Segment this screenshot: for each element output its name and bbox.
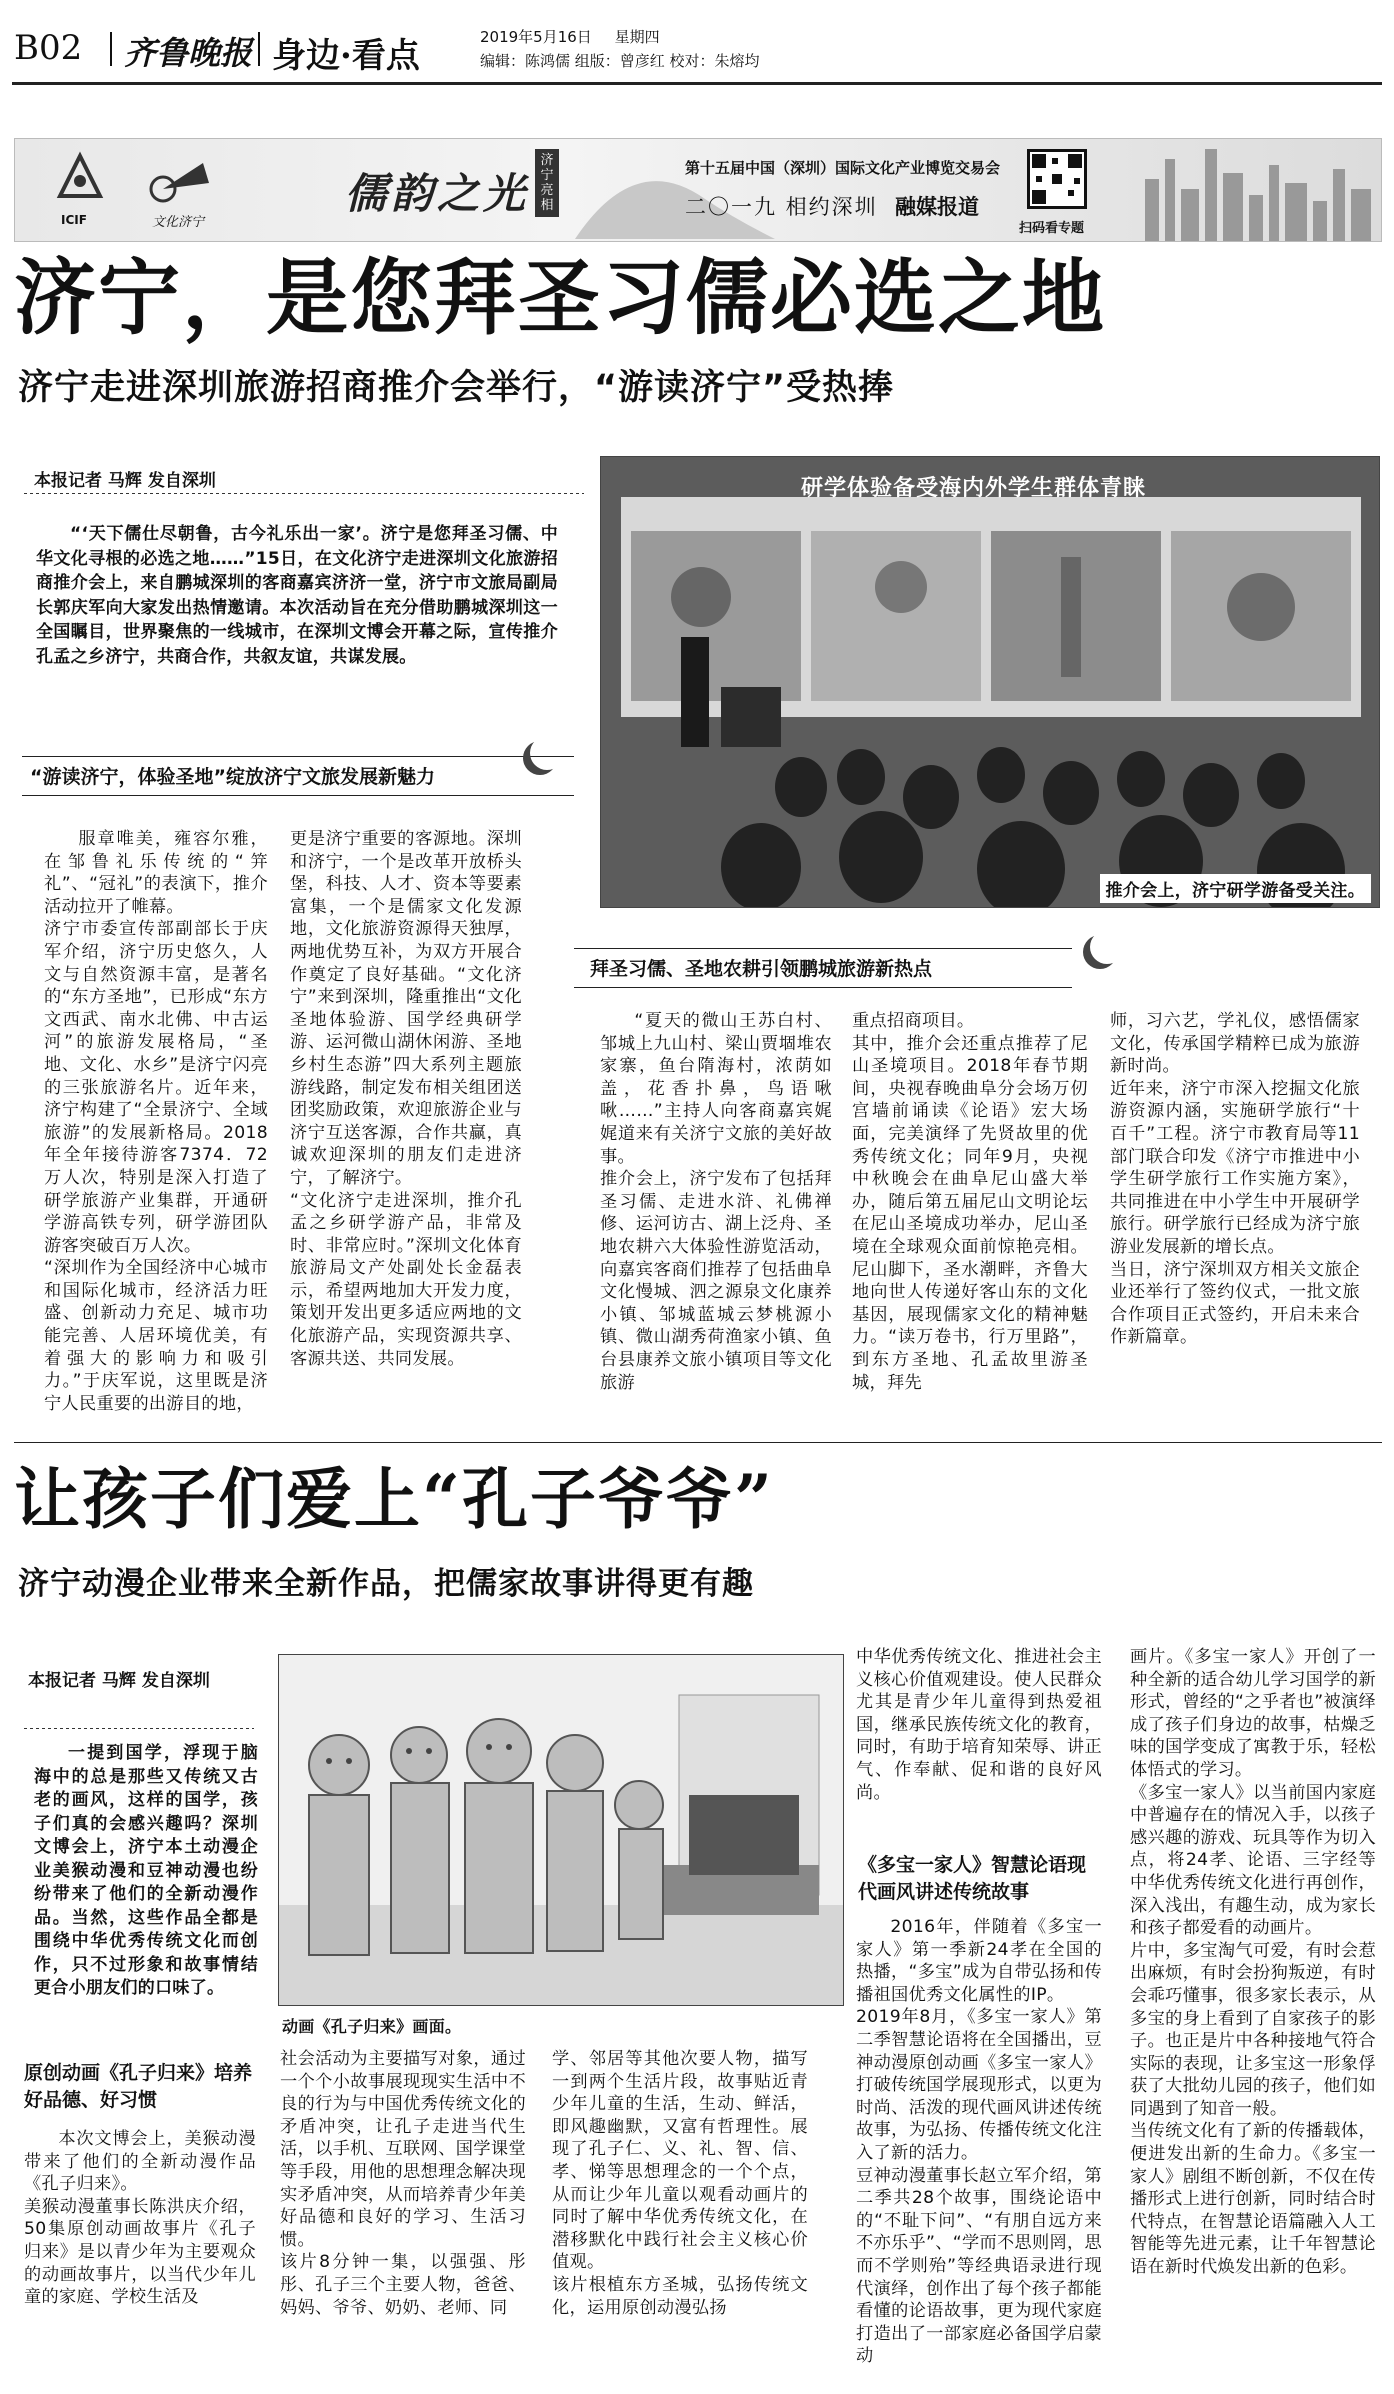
article2-subheadline: 济宁动漫企业带来全新作品，把儒家故事讲得更有趣: [18, 1566, 754, 1602]
article2-col2: [280, 2048, 526, 2319]
section-name: 身边·看点: [272, 36, 420, 76]
icif-text: ICIF: [61, 213, 87, 227]
icif-logo: [55, 151, 105, 211]
article2-col1: [24, 2128, 256, 2309]
cartoon-illustration: [279, 1655, 844, 2006]
a2c5-text: 画片。《多宝一家人》开创了一种全新的适合幼儿学习国学的新形式，曾经的“之乎者也”被演绎成了孩子们身边的故事，枯燥乏味的国学变成了寓教于乐，轻松体悟式的学习。 《多宝一家人》以当前国内家庭中普遍存在的情况入手，以孩子感兴趣的游戏、玩具等作为切入点，将24孝、论语、三字经等中华优秀传统文化进行再创作，深入浅出，有趣生动，成为家长和孩子都爱看的动画片。 片中，多宝淘气可爱，有时会惹出麻烦，有时会扮狗叛逆，有时会乖巧懂事，很多家长表示，从多宝的身上看到了自家孩子的影子。也正是片中各种接地气符合实际的表现，让多宝这一形象俘获了大批幼儿园的孩子，他们如同遇到了知音一般。 当传统文化有了新的传播载体，便进发出新的生命力。《多宝一家人》剧组不断创新，不仅在传播形式上进行创新，同时结合时代特点，在智慧论语篇融入人工智能等先进元素，让千年智慧论语在新时代焕发出新的色彩。: [1130, 1647, 1376, 2278]
byline-rule: [24, 493, 584, 494]
lead-paragraph: “‘天下儒仕尽朝鲁，古今礼乐出一家’。济宁是您拜圣习儒、中华文化寻根的必选之地……”15日，在文化济宁走进深圳文化旅游招商推介会上，来自鹏城深圳的客商嘉宾济济一堂，济宁市文旅局副局长郭庆军向大家发出热情邀请。本次活动旨在充分借助鹏城深圳这一全国瞩目，世界聚焦的一线城市，在深圳文博会开幕之际，宣传推介孔孟之乡济宁，共商合作，共叙友谊，共谋发展。: [36, 524, 558, 667]
a2c2-text: 社会活动为主要描写对象，通过一个个小故事展现现实生活中不良的行为与中国优秀传统文化的矛盾冲突，让孔子走进当代生活，以手机、互联网、国学课堂等手段，用他的思想理念解决现实矛盾冲突，从而培养青少年美好品德和良好的学习、生活习惯。 该片8分钟一集，以强强、彤彤、孔子三个主要人物，爸爸、妈妈、爷爷、奶奶、老师、同: [280, 2049, 526, 2318]
article1-s1-col2: [290, 828, 522, 1370]
conference-photo-graphic: [601, 457, 1380, 908]
article1-lead: [36, 522, 558, 669]
article1-s2-col1: [600, 1010, 832, 1394]
article1-photo: [600, 456, 1380, 908]
masthead-rule: [12, 82, 1382, 85]
byline-rule-2: [24, 1728, 254, 1729]
section1-title-box: [22, 756, 574, 796]
lead2-paragraph: 一提到国学，浮现于脑海中的总是那些又传统又古老的画风，这样的国学，孩子们真的会感兴趣吗？深圳文博会上，济宁本土动漫企业美猴动漫和豆神动漫也纷纷带来了他们的全新动漫作品。当然，这些作品全都是围绕中华优秀传统文化而创作，只不过形象和故事情结更合小朋友们的口味了。: [34, 1743, 258, 1998]
article-separator: [14, 1442, 1382, 1443]
article1-subheadline: 济宁走进深圳旅游招商推介会举行，“游读济宁”受热捧: [18, 368, 895, 408]
expo-banner: [14, 138, 1382, 242]
a2c4b-text: 2016年，伴随着《多宝一家人》第一季新24孝在全国的热播，“多宝”成为自带弘扬和传播祖国优秀文化属性的IP。 2019年8月，《多宝一家人》第二季智慧论语将在全国播出，豆神动漫原创动画《多宝一家人》打破传统国学展现形式，以更为时尚、活泼的现代画风讲述传统故事，为弘扬、传播传统文化注入了新的活力。 豆神动漫董事长赵立军介绍，第二季共28个故事，围绕论语中的“不耻下问”、“有朋自远方来不亦乐乎”、“学而不思则罔，思而不学则殆”等经典语录进行现代演绎，创作出了每个孩子都能看懂的论语故事，更为现代家庭打造出了一部家庭必备国学启蒙动: [856, 1917, 1102, 2367]
s1c1-text: 服章唯美，雍容尔雅，在邹鲁礼乐传统的“笄礼”、“冠礼”的表演下，推介活动拉开了帷幕。 济宁市委宣传部副部长于庆军介绍，济宁历史悠久，人文与自然资源丰富，是著名的“东方圣地”，已形成“东方文西武、南水北佛、中古运河”的旅游发展格局，“圣地、文化、水乡”是济宁闪亮的三张旅游名片。近年来，济宁构建了“全景济宁、全域旅游”的发展新格局。2018年全年接待游客7374．72万人次，特别是深入打造了研学旅游产业集群，开通研学游高铁专列，研学游团队游客突破百万人次。 “深圳作为全国经济中心城市和国际化城市，经济活力旺盛、创新动力充足、城市功能完善、人居环境优美，有着强大的影响力和吸引力。”于庆军说，这里既是济宁人民重要的出游目的地，: [44, 829, 268, 1414]
article2-lead: [34, 1742, 258, 2001]
qr-caption: 扫码看专题: [1019, 221, 1085, 236]
section1-title: “游读济宁，体验圣地”绽放济宁文旅发展新魅力: [30, 766, 435, 788]
newspaper-logo: 齐鲁晚报: [124, 34, 253, 72]
a2c3-text: 学、邻居等其他次要人物，描写一到两个生活片段，故事贴近青少年儿童的生活，生动、鲜活，即风趣幽默，又富有哲理性。展现了孔子仁、义、礼、智、信、孝、悌等思想理念的一个个点，从而让少年儿童以观看动画片的同时了解中华优秀传统文化，在潜移默化中践行社会主义核心价值观。 该片根植东方圣城，弘扬传统文化，运用原创动漫弘扬: [552, 2049, 808, 2318]
byline-text: 本报记者 马辉 发自深圳: [34, 471, 216, 491]
expo-title: 第十五届中国（深圳）国际文化产业博览交易会: [685, 159, 1001, 177]
article2-sub2-title: 《多宝一家人》智慧论语现代画风讲述传统故事: [858, 1854, 1087, 1903]
article1-s2-col2: [852, 1010, 1088, 1394]
s2c2-text: 重点招商项目。 其中，推介会还重点推荐了尼山圣境项目。2018年春节期间，央视春晚曲阜分会场万仞宫墙前诵读《论语》宏大场面，完美演绎了先贤故里的优秀传统文化；同年9月，央视中秋晚会在曲阜尼山盛大举办，随后第五届尼山文明论坛在尼山圣境成功举办，尼山圣境在全球观众面前惊艳亮相。尼山脚下，圣水潮畔，齐鲁大地向世人传递好客山东的文化基因，展现儒家文化的精神魅力。“读万卷书，行万里路”，到东方圣地、孔孟故里游圣城，拜先: [852, 1011, 1088, 1393]
expo-subtitle: 二〇一九 相约深圳: [685, 195, 878, 219]
culture-jining-text: 文化济宁: [151, 215, 204, 230]
page-number: B02: [14, 28, 83, 68]
masthead-divider: [110, 32, 112, 66]
article2-headline: 让孩子们爱上“孔子爷爷”: [14, 1460, 774, 1538]
article1-byline: [34, 466, 284, 491]
article1-photo-caption: 推介会上，济宁研学游备受关注。: [1100, 874, 1372, 903]
weekday: 星期四: [614, 28, 660, 46]
chariot-icon: [143, 153, 213, 203]
banner-slogan: 儒韵之光: [345, 169, 530, 218]
article2-sub1-title: 原创动画《孔子归来》培养好品德、好习惯: [24, 2062, 253, 2111]
s1c2-text: 更是济宁重要的客源地。深圳和济宁，一个是改革开放桥头堡，科技、人才、资本等要素富集，一个是儒家文化发源地，文化旅游资源得天独厚，两地优势互补，为双方开展合作奠定了良好基础。“文化济宁”来到深圳，隆重推出“文化圣地体验游、国学经典研学游、运河微山湖休闲游、圣地乡村生态游”四大系列主题旅游线路，制定发布相关组团送团奖励政策，欢迎旅游企业与济宁互送客源，合作共赢，真诚欢迎深圳的朋友们走进济宁，了解济宁。 “文化济宁走进深圳，推介孔孟之乡研学游产品，非常及时、非常应时。”深圳文化体育旅游局文产处副处长金磊表示，希望两地加大开发力度，策划开发出更多适应两地的文化旅游产品，实现资源共享、客源共送、共同发展。: [290, 829, 522, 1369]
icif-logo-icon: [55, 151, 105, 211]
banner-vertical-tag: 济宁亮相: [535, 149, 559, 217]
screen-headline: 研学体验备受海内外学生群体青睐: [801, 476, 1147, 501]
editor-credits: 编辑：陈鸿儒 组版：曾彦红 校对：朱熔均: [480, 52, 760, 70]
moon-ornament-icon-2: [1090, 930, 1124, 964]
issue-date: [480, 26, 660, 47]
s2c1-text: “夏天的微山王苏白村、邹城上九山村、梁山贾堌堆农家寨，鱼台隋海村，浓荫如盖，花香扑鼻，鸟语啾啾……”主持人向客商嘉宾娓娓道来有关济宁文旅的美好故事。 推介会上，济宁发布了包括拜圣习儒、走进水浒、礼佛禅修、运河访古、湖上泛舟、圣地农耕六大体验性游览活动，向嘉宾客商们推荐了包括曲阜文化慢城、泗之源泉文化康养小镇、邹城蓝城云梦桃源小镇、微山湖秀荷渔家小镇、鱼台县康养文旅小镇项目等文化旅游: [600, 1011, 832, 1393]
article2-cartoon: [278, 1654, 844, 2006]
section2-title-box: [574, 948, 1072, 988]
article2-byline: 本报记者 马辉 发自深圳: [28, 1671, 210, 1691]
article2-col4b: [856, 1916, 1102, 2368]
qr-code[interactable]: [1027, 149, 1087, 209]
article1-s1-col1: [44, 828, 268, 1415]
masthead-divider-2: [258, 32, 260, 66]
a2c4-text: 中华优秀传统文化、推进社会主义核心价值观建设。使人民群众尤其是青少年儿童得到热爱祖国，继承民族传统文化的教育，同时，有助于培育知荣辱、讲正气、作奉献、促和谐的良好风尚。: [856, 1647, 1102, 1803]
expo-tag: 融媒报道: [895, 194, 979, 219]
article2-col4: [856, 1646, 1102, 1804]
article2-col3: [552, 2048, 808, 2319]
culture-jining-logo: [133, 153, 223, 233]
article1-headline: 济宁，是您拜圣习儒必选之地: [14, 250, 1107, 346]
article1-s2-col3: [1110, 1010, 1360, 1349]
a2c1-text: 本次文博会上，美猴动漫带来了他们的全新动漫作品《孔子归来》。 美猴动漫董事长陈洪庆介绍，50集原创动画故事片《孔子归来》是以青少年为主要观众的动画故事片，以当代少年儿童的家庭、学校生活及: [24, 2129, 256, 2308]
moon-ornament-icon: [530, 736, 564, 770]
qr-code-icon: [1030, 152, 1084, 206]
section2-title: 拜圣习儒、圣地农耕引领鹏城旅游新热点: [590, 958, 933, 980]
masthead: [0, 0, 1394, 80]
article2-col5: [1130, 1646, 1376, 2279]
s2c3-text: 师，习六艺，学礼仪，感悟儒家文化，传承国学精粹已成为旅游新时尚。 近年来，济宁市深入挖掘文化旅游资源内涵，实施研学旅行“十百千”工程。济宁市教育局等11部门联合印发《济宁市推进中小学生研学旅行工作实施方案》，共同推进在中小学生中开展研学旅行。研学旅行已经成为济宁旅游业发展新的增长点。 当日，济宁深圳双方相关文旅企业还举行了签约仪式，一批文旅合作项目正式签约，开启未来合作新篇章。: [1110, 1011, 1360, 1348]
date: 2019年5月16日: [480, 28, 592, 46]
article2-photo-caption: 动画《孔子归来》画面。: [282, 2017, 462, 2036]
